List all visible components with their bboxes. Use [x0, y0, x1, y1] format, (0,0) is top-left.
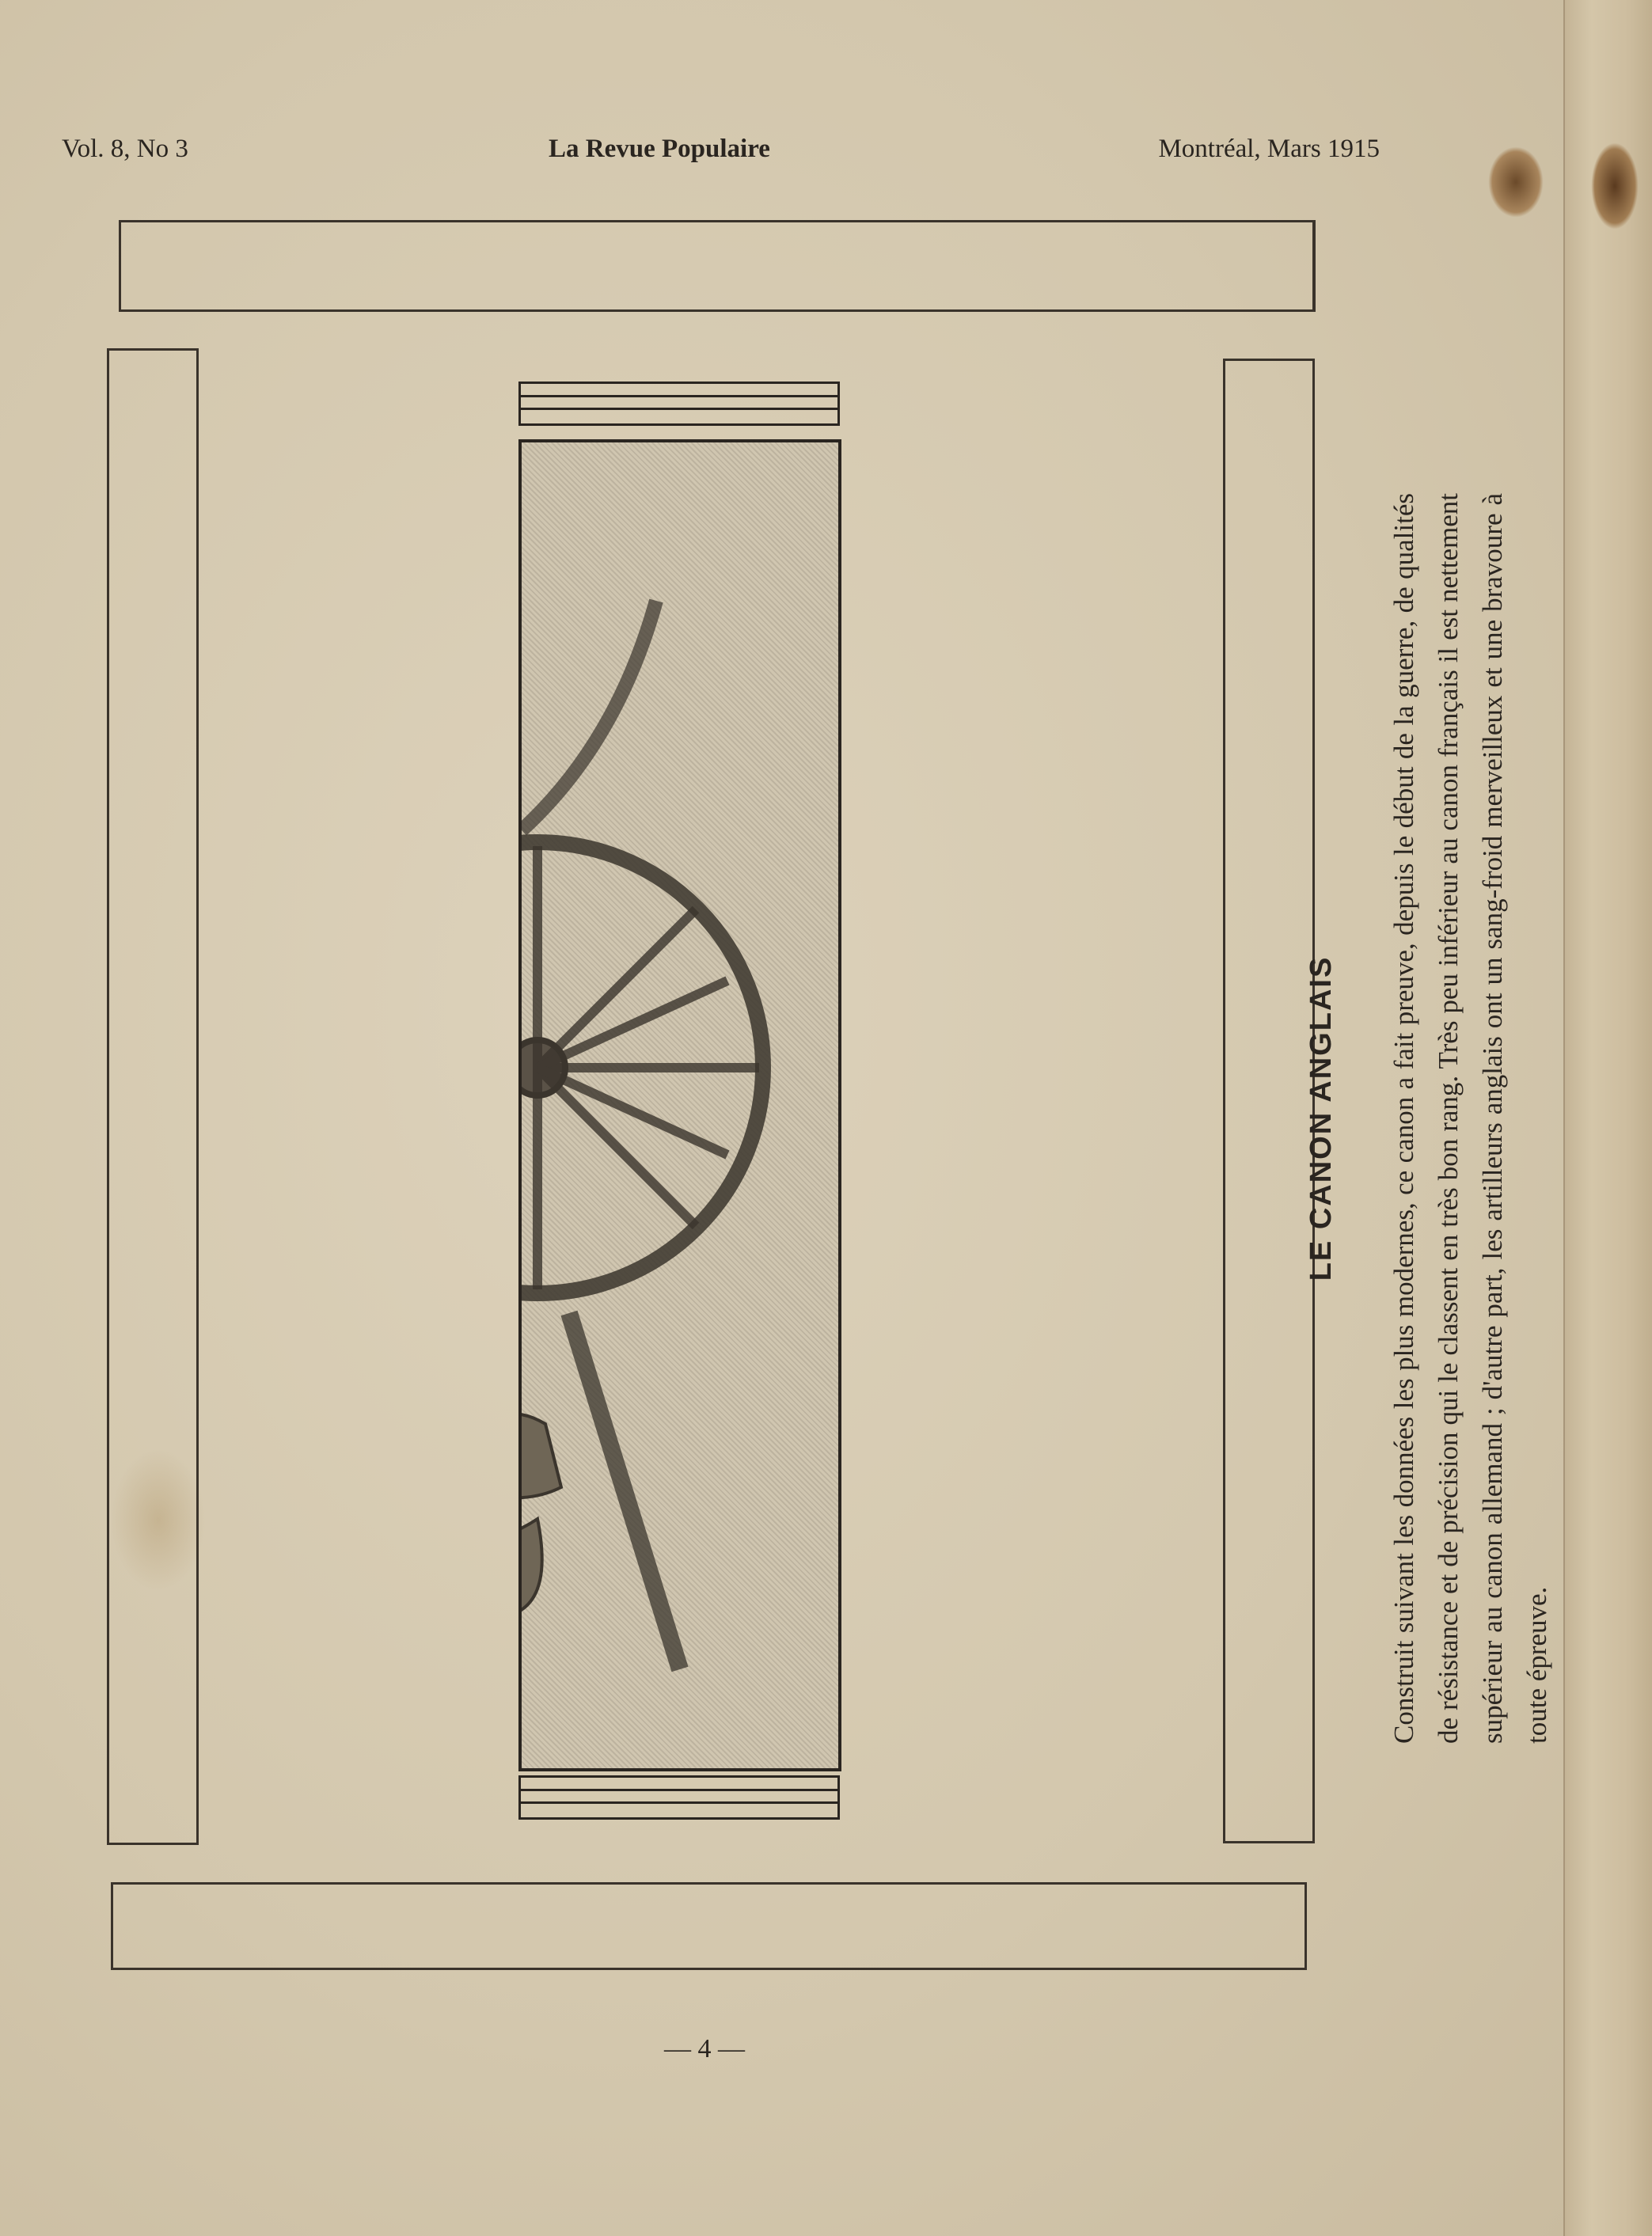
article-body: Construit suivant les données les plus modernes, ce canon a fait preuve, depuis le début de la guerre, de qualités de résistance et de précision qui le classent en très bon rang. Très peu inférieur au canon français il est nettement supérieur au canon allemand ; d'autre part, les artilleurs anglais ont un sang-froid merveilleux et une bravoure à toute épreuve.	[1388, 493, 1552, 1744]
top-border-box	[119, 220, 1316, 312]
rotated-article	[1305, 493, 1597, 1744]
page-header	[62, 135, 1380, 174]
publication-title: La Revue Populaire	[549, 135, 770, 163]
issue-date: Montréal, Mars 1915	[1158, 135, 1380, 163]
right-border-box	[1223, 359, 1315, 1843]
page-number: — 4 —	[664, 2034, 745, 2063]
volume-number: Vol. 8, No 3	[62, 135, 188, 163]
cannon-photograph	[518, 439, 841, 1771]
article-title: LE CANON ANGLAIS	[1305, 955, 1338, 1281]
cannon-illustration	[522, 442, 838, 1768]
left-border-box	[107, 348, 199, 1845]
bottom-border-box	[111, 1882, 1307, 1970]
photo-top-bars	[518, 382, 840, 426]
photo-bottom-bars	[518, 1775, 840, 1820]
rust-stain	[1488, 146, 1544, 218]
rust-stain	[1591, 142, 1639, 230]
